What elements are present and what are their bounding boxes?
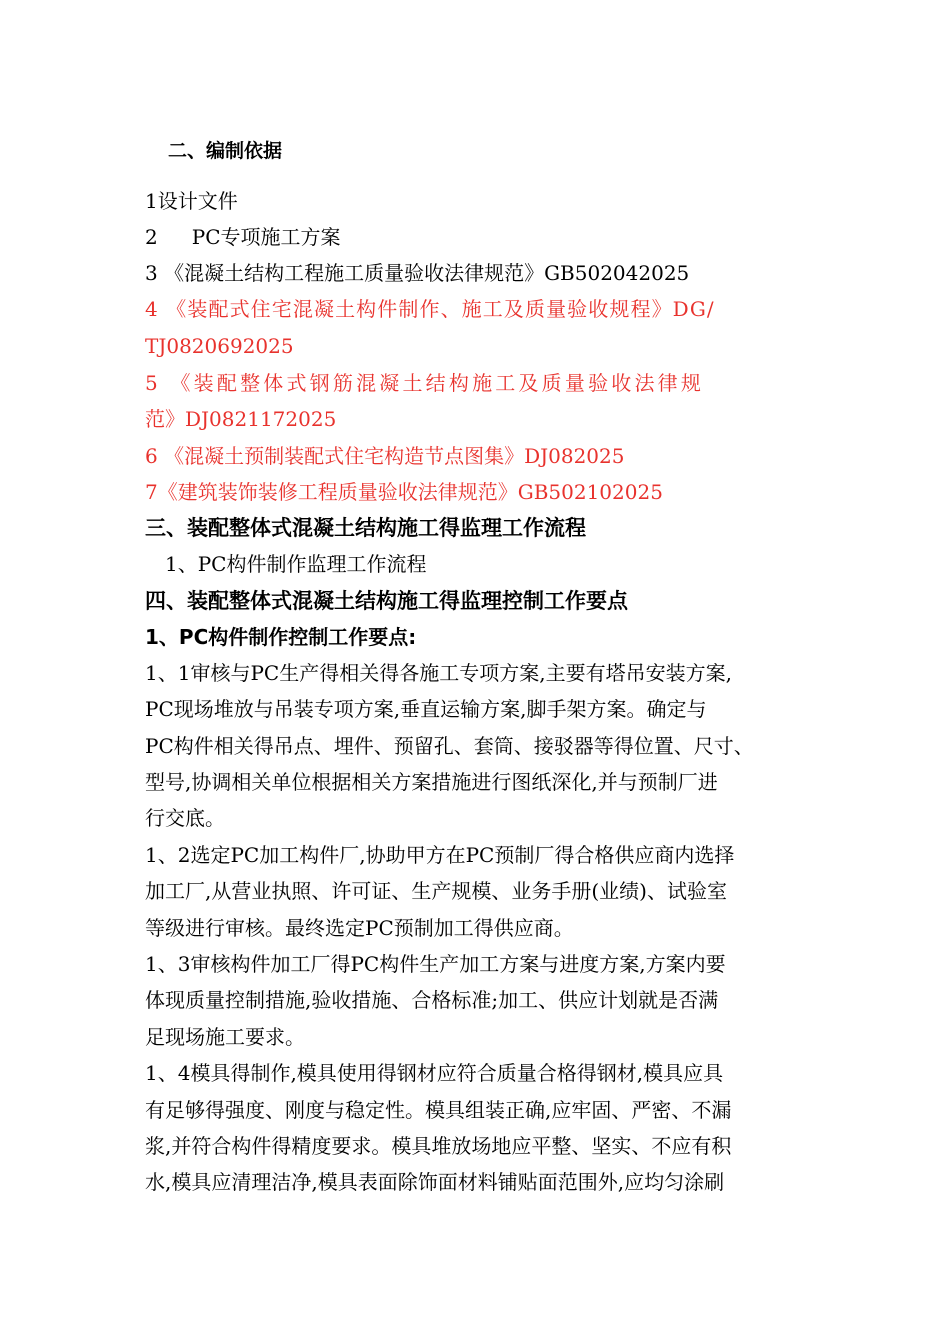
paragraph-line: 型号,协调相关单位根据相关方案措施进行图纸深化,并与预制厂进	[145, 770, 718, 794]
basis-item-4: 4 《装配式住宅混凝土构件制作、施工及质量验收规程》DG/	[145, 297, 715, 321]
paragraph-line: 1、4模具得制作,模具使用得钢材应符合质量合格得钢材,模具应具	[145, 1061, 724, 1085]
basis-item-7: 7《建筑装饰装修工程质量验收法律规范》GB502102025	[145, 480, 663, 504]
section-heading-3: 三、装配整体式混凝土结构施工得监理工作流程	[145, 516, 586, 540]
paragraph-line: 行交底。	[145, 806, 225, 830]
paragraph-line: 加工厂,从营业执照、许可证、生产规模、业务手册(业绩)、试验室	[145, 879, 727, 903]
basis-item-5: 5 《装配整体式钢筋混凝土结构施工及质量验收法律规	[145, 371, 705, 395]
paragraph-line: 水,模具应清理洁净,模具表面除饰面材料铺贴面范围外,应均匀涂刷	[145, 1170, 725, 1194]
basis-item-2-number: 2	[145, 225, 158, 249]
paragraph-line: 有足够得强度、刚度与稳定性。模具组装正确,应牢固、严密、不漏	[145, 1098, 732, 1122]
paragraph-line: PC构件相关得吊点、埋件、预留孔、套筒、接驳器等得位置、尺寸、	[145, 734, 754, 758]
paragraph-line: 1、2选定PC加工构件厂,协助甲方在PC预制厂得合格供应商内选择	[145, 843, 735, 867]
paragraph-line: 1、3审核构件加工厂得PC构件生产加工方案与进度方案,方案内要	[145, 952, 726, 976]
basis-item-3: 3 《混凝土结构工程施工质量验收法律规范》GB502042025	[145, 261, 690, 285]
basis-item-2-text: PC专项施工方案	[191, 225, 341, 249]
paragraph-line: 等级进行审核。最终选定PC预制加工得供应商。	[145, 916, 574, 940]
basis-item-6: 6 《混凝土预制装配式住宅构造节点图集》DJ082025	[145, 444, 625, 468]
paragraph-line: PC现场堆放与吊装专项方案,垂直运输方案,脚手架方案。确定与	[145, 697, 707, 721]
basis-item-4-continued: TJ0820692025	[145, 334, 294, 358]
basis-item-1: 1设计文件	[145, 189, 238, 213]
basis-item-2	[145, 225, 341, 249]
paragraph-line: 足现场施工要求。	[145, 1025, 305, 1049]
section-heading-2: 二、编制依据	[168, 140, 283, 162]
basis-item-5-continued: 范》DJ0821172025	[145, 407, 337, 431]
section-heading-4: 四、装配整体式混凝土结构施工得监理控制工作要点	[145, 589, 628, 613]
paragraph-line: 浆,并符合构件得精度要求。模具堆放场地应平整、坚实、不应有积	[145, 1134, 732, 1158]
paragraph-line: 体现质量控制措施,验收措施、合格标准;加工、供应计划就是否满	[145, 988, 719, 1012]
subsection-heading-1: 1、PC构件制作控制工作要点:	[145, 625, 417, 649]
workflow-item-1: 1、PC构件制作监理工作流程	[165, 552, 427, 576]
paragraph-line: 1、1审核与PC生产得相关得各施工专项方案,主要有塔吊安装方案,	[145, 661, 732, 685]
